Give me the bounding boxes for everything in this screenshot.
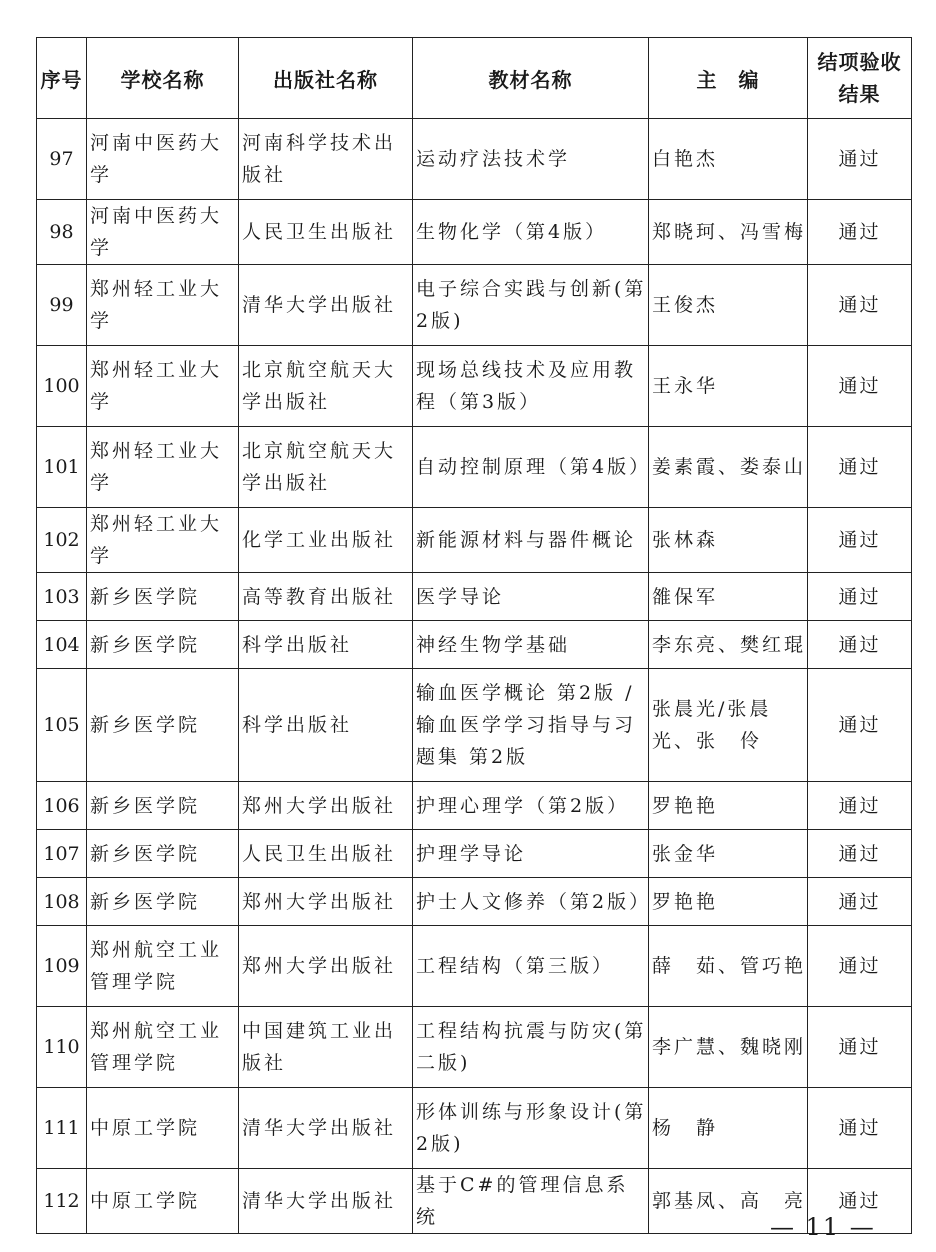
cell-publisher: 高等教育出版社: [239, 573, 413, 621]
cell-editor: 姜素霞、娄泰山: [649, 427, 808, 508]
cell-textbook: 护理学导论: [413, 830, 649, 878]
cell-publisher: 人民卫生出版社: [239, 200, 413, 265]
table-row: [37, 830, 912, 878]
cell-editor: 李东亮、樊红琨: [649, 621, 808, 669]
header-school: 学校名称: [87, 38, 239, 119]
cell-textbook: 生物化学（第4版）: [413, 200, 649, 265]
cell-index: 97: [37, 119, 87, 200]
cell-editor: 李广慧、魏晓刚: [649, 1007, 808, 1088]
cell-result: 通过: [808, 573, 912, 621]
cell-school: 新乡医学院: [87, 878, 239, 926]
cell-school: 新乡医学院: [87, 669, 239, 782]
table-row: [37, 926, 912, 1007]
cell-result: 通过: [808, 830, 912, 878]
cell-editor: 郑晓珂、冯雪梅: [649, 200, 808, 265]
cell-school: 郑州航空工业管理学院: [87, 926, 239, 1007]
cell-school: 中原工学院: [87, 1088, 239, 1169]
cell-school: 新乡医学院: [87, 573, 239, 621]
cell-index: 102: [37, 508, 87, 573]
cell-index: 103: [37, 573, 87, 621]
cell-publisher: 北京航空航天大学出版社: [239, 346, 413, 427]
cell-result: 通过: [808, 782, 912, 830]
cell-editor: 白艳杰: [649, 119, 808, 200]
cell-school: 新乡医学院: [87, 782, 239, 830]
cell-textbook: 现场总线技术及应用教程（第3版）: [413, 346, 649, 427]
cell-textbook: 运动疗法技术学: [413, 119, 649, 200]
cell-editor: 王俊杰: [649, 265, 808, 346]
cell-publisher: 郑州大学出版社: [239, 878, 413, 926]
cell-result: 通过: [808, 265, 912, 346]
cell-result: 通过: [808, 1169, 912, 1234]
cell-publisher: 科学出版社: [239, 621, 413, 669]
table-row: [37, 200, 912, 265]
cell-textbook: 形体训练与形象设计(第2版): [413, 1088, 649, 1169]
header-row: [37, 38, 912, 119]
cell-textbook: 神经生物学基础: [413, 621, 649, 669]
cell-textbook: 护理心理学（第2版）: [413, 782, 649, 830]
table-row: [37, 573, 912, 621]
page-number: — 11 —: [770, 1213, 876, 1241]
cell-textbook: 工程结构（第三版）: [413, 926, 649, 1007]
cell-school: 中原工学院: [87, 1169, 239, 1234]
cell-result: 通过: [808, 1088, 912, 1169]
table-row: [37, 508, 912, 573]
cell-editor: 王永华: [649, 346, 808, 427]
cell-index: 110: [37, 1007, 87, 1088]
cell-school: 郑州轻工业大学: [87, 427, 239, 508]
cell-result: 通过: [808, 878, 912, 926]
cell-publisher: 郑州大学出版社: [239, 782, 413, 830]
cell-school: 河南中医药大学: [87, 200, 239, 265]
header-index: 序号: [37, 38, 87, 119]
cell-publisher: 清华大学出版社: [239, 1088, 413, 1169]
table-row: [37, 119, 912, 200]
table-row: [37, 427, 912, 508]
header-result: 结项验收结果: [808, 38, 912, 119]
cell-school: 河南中医药大学: [87, 119, 239, 200]
cell-index: 100: [37, 346, 87, 427]
table-row: [37, 265, 912, 346]
cell-index: 105: [37, 669, 87, 782]
cell-publisher: 清华大学出版社: [239, 1169, 413, 1234]
cell-publisher: 河南科学技术出版社: [239, 119, 413, 200]
cell-school: 新乡医学院: [87, 830, 239, 878]
cell-editor: 张晨光/张晨光、张 伶: [649, 669, 808, 782]
cell-result: 通过: [808, 669, 912, 782]
header-textbook: 教材名称: [413, 38, 649, 119]
cell-textbook: 输血医学概论 第2版 / 输血医学学习指导与习题集 第2版: [413, 669, 649, 782]
cell-index: 107: [37, 830, 87, 878]
cell-textbook: 新能源材料与器件概论: [413, 508, 649, 573]
cell-editor: 张林森: [649, 508, 808, 573]
cell-school: 郑州航空工业管理学院: [87, 1007, 239, 1088]
table-row: [37, 1007, 912, 1088]
table-row: [37, 346, 912, 427]
cell-index: 111: [37, 1088, 87, 1169]
cell-publisher: 中国建筑工业出版社: [239, 1007, 413, 1088]
cell-index: 98: [37, 200, 87, 265]
cell-textbook: 工程结构抗震与防灾(第二版): [413, 1007, 649, 1088]
header-publisher: 出版社名称: [239, 38, 413, 119]
cell-result: 通过: [808, 119, 912, 200]
cell-result: 通过: [808, 926, 912, 1007]
cell-textbook: 电子综合实践与创新(第2版): [413, 265, 649, 346]
cell-editor: 薛 茹、管巧艳: [649, 926, 808, 1007]
table-row: [37, 878, 912, 926]
table-row: [37, 669, 912, 782]
cell-editor: 雒保军: [649, 573, 808, 621]
cell-publisher: 化学工业出版社: [239, 508, 413, 573]
cell-index: 99: [37, 265, 87, 346]
cell-result: 通过: [808, 346, 912, 427]
header-editor: 主 编: [649, 38, 808, 119]
cell-publisher: 科学出版社: [239, 669, 413, 782]
cell-index: 101: [37, 427, 87, 508]
cell-result: 通过: [808, 427, 912, 508]
cell-school: 郑州轻工业大学: [87, 346, 239, 427]
cell-result: 通过: [808, 508, 912, 573]
cell-publisher: 清华大学出版社: [239, 265, 413, 346]
cell-index: 108: [37, 878, 87, 926]
cell-editor: 张金华: [649, 830, 808, 878]
cell-result: 通过: [808, 200, 912, 265]
cell-editor: 杨 静: [649, 1088, 808, 1169]
cell-result: 通过: [808, 1007, 912, 1088]
cell-school: 郑州轻工业大学: [87, 265, 239, 346]
cell-publisher: 人民卫生出版社: [239, 830, 413, 878]
table-row: [37, 1088, 912, 1169]
cell-school: 郑州轻工业大学: [87, 508, 239, 573]
cell-publisher: 郑州大学出版社: [239, 926, 413, 1007]
cell-index: 112: [37, 1169, 87, 1234]
cell-editor: 罗艳艳: [649, 782, 808, 830]
cell-index: 104: [37, 621, 87, 669]
cell-textbook: 自动控制原理（第4版）: [413, 427, 649, 508]
table-row: [37, 621, 912, 669]
cell-school: 新乡医学院: [87, 621, 239, 669]
cell-index: 106: [37, 782, 87, 830]
cell-textbook: 护士人文修养（第2版）: [413, 878, 649, 926]
cell-editor: 郭基凤、高 亮: [649, 1169, 808, 1234]
cell-editor: 罗艳艳: [649, 878, 808, 926]
cell-result: 通过: [808, 621, 912, 669]
cell-textbook: 基于C#的管理信息系统: [413, 1169, 649, 1234]
cell-textbook: 医学导论: [413, 573, 649, 621]
cell-index: 109: [37, 926, 87, 1007]
table-row: [37, 782, 912, 830]
cell-publisher: 北京航空航天大学出版社: [239, 427, 413, 508]
textbook-acceptance-table: [36, 37, 912, 1234]
